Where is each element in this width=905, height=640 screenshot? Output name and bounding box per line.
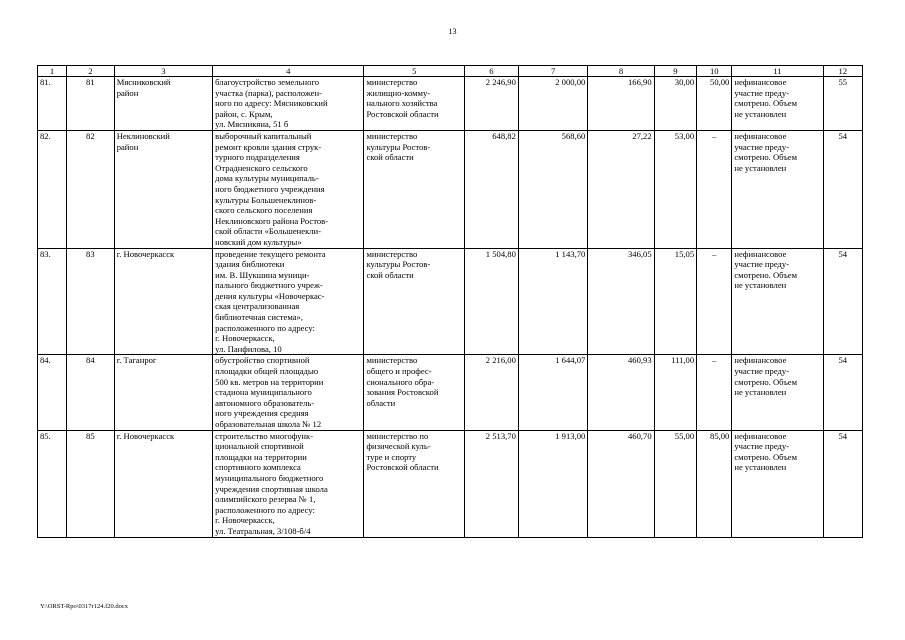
amount-col9-cell: 111,00 xyxy=(654,355,696,430)
column-header-9: 9 xyxy=(654,66,696,77)
object-name-cell: строительство многофунк- циональной спортивной площадки на территории спортивного комплекса муниципального бюджетного учреждения спортивная школа олимпийского резерва № 1, расположенного по адресу: г. Новочеркасск, ул. Театральная, 3/108-б/4 xyxy=(213,430,364,537)
district-cell: г. Новочеркасск xyxy=(114,248,212,355)
row-index-cell: 85. xyxy=(38,430,67,537)
amount-col8-cell: 460,93 xyxy=(588,355,654,430)
object-name-cell: обустройство спортивной площадки общей площадью 500 кв. метров на территории стадиона муниципального автономного образователь- ного учреждения средняя образовательная школа № 12 xyxy=(213,355,364,430)
ministry-cell: министерство общего и профес- сионального обра- зования Ростовской области xyxy=(364,355,465,430)
table-row xyxy=(38,430,863,537)
score-cell: 54 xyxy=(823,248,862,355)
file-path-footer: Y:\ORST-Rpo\0317r124.f20.docx xyxy=(40,603,128,610)
table-header-row xyxy=(38,66,863,77)
participation-note-cell: нефинансовое участие преду- смотрено. Объем не установлен xyxy=(732,248,823,355)
amount-col8-cell: 166,90 xyxy=(588,77,654,131)
amount-col7-cell: 1 143,70 xyxy=(518,248,587,355)
score-cell: 54 xyxy=(823,355,862,430)
row-number-cell: 83 xyxy=(67,248,115,355)
district-cell: г. Таганрог xyxy=(114,355,212,430)
object-name-cell: благоустройство земельного участка (парка), расположен- ного по адресу: Мясниковский район, с. Крым, ул. Мясникяна, 51 б xyxy=(213,77,364,131)
column-header-6: 6 xyxy=(464,66,518,77)
column-header-1: 1 xyxy=(38,66,67,77)
table-row xyxy=(38,130,863,248)
column-header-12: 12 xyxy=(823,66,862,77)
amount-col9-cell: 30,00 xyxy=(654,77,696,131)
amount-col9-cell: 53,00 xyxy=(654,130,696,248)
row-number-cell: 84 xyxy=(67,355,115,430)
ministry-cell: министерство жилищно-комму- нального хозяйства Ростовской области xyxy=(364,77,465,131)
total-amount-cell: 2 216,00 xyxy=(464,355,518,430)
row-index-cell: 81. xyxy=(38,77,67,131)
amount-col9-cell: 55,00 xyxy=(654,430,696,537)
district-cell: Мясниковский район xyxy=(114,77,212,131)
amount-col7-cell: 1 644,07 xyxy=(518,355,587,430)
total-amount-cell: 1 504,80 xyxy=(464,248,518,355)
object-name-cell: выборочный капитальный ремонт кровли здания струк- турного подразделения Отрадненского сельского дома культуры муниципаль- ного бюджетного учреждения культуры Большенеклинов- ского сельского поселения Неклиновского района Ростов- ской области «Большенекли- новский дом культуры» xyxy=(213,130,364,248)
table-row xyxy=(38,77,863,131)
ministry-cell: министерство культуры Ростов- ской области xyxy=(364,248,465,355)
table-row xyxy=(38,248,863,355)
score-cell: 54 xyxy=(823,130,862,248)
row-index-cell: 82. xyxy=(38,130,67,248)
amount-col10-cell: – xyxy=(697,130,732,248)
data-table xyxy=(37,65,863,538)
amount-col8-cell: 27,22 xyxy=(588,130,654,248)
participation-note-cell: нефинансовое участие преду- смотрено. Объем не установлен xyxy=(732,430,823,537)
column-header-5: 5 xyxy=(364,66,465,77)
district-cell: г. Новочеркасск xyxy=(114,430,212,537)
participation-note-cell: нефинансовое участие преду- смотрено. Объем не установлен xyxy=(732,130,823,248)
column-header-3: 3 xyxy=(114,66,212,77)
row-index-cell: 84. xyxy=(38,355,67,430)
amount-col8-cell: 346,05 xyxy=(588,248,654,355)
total-amount-cell: 648,82 xyxy=(464,130,518,248)
total-amount-cell: 2 513,70 xyxy=(464,430,518,537)
page-number: 13 xyxy=(448,27,457,36)
object-name-cell: проведение текущего ремонта здания библиотеки им. В. Шукшина муници- пального бюджетного учреж- дения культуры «Новочеркас- ская централизованная библиотечная система», расположенного по адресу: г. Новочеркасск, ул. Панфилова, 10 xyxy=(213,248,364,355)
amount-col7-cell: 1 913,00 xyxy=(518,430,587,537)
amount-col9-cell: 15,05 xyxy=(654,248,696,355)
column-header-7: 7 xyxy=(518,66,587,77)
score-cell: 54 xyxy=(823,430,862,537)
column-header-10: 10 xyxy=(697,66,732,77)
row-number-cell: 82 xyxy=(67,130,115,248)
amount-col10-cell: – xyxy=(697,248,732,355)
column-header-11: 11 xyxy=(732,66,823,77)
column-header-4: 4 xyxy=(213,66,364,77)
district-cell: Неклиновский район xyxy=(114,130,212,248)
amount-col10-cell: 85,00 xyxy=(697,430,732,537)
row-number-cell: 81 xyxy=(67,77,115,131)
ministry-cell: министерство по физической куль- туре и спорту Ростовской области xyxy=(364,430,465,537)
score-cell: 55 xyxy=(823,77,862,131)
participation-note-cell: нефинансовое участие преду- смотрено. Объем не установлен xyxy=(732,77,823,131)
amount-col10-cell: 50,00 xyxy=(697,77,732,131)
amount-col10-cell: – xyxy=(697,355,732,430)
amount-col7-cell: 568,60 xyxy=(518,130,587,248)
amount-col7-cell: 2 000,00 xyxy=(518,77,587,131)
participation-note-cell: нефинансовое участие преду- смотрено. Объем не установлен xyxy=(732,355,823,430)
table-row xyxy=(38,355,863,430)
total-amount-cell: 2 246,90 xyxy=(464,77,518,131)
row-number-cell: 85 xyxy=(67,430,115,537)
row-index-cell: 83. xyxy=(38,248,67,355)
column-header-2: 2 xyxy=(67,66,115,77)
amount-col8-cell: 460,70 xyxy=(588,430,654,537)
ministry-cell: министерство культуры Ростов- ской области xyxy=(364,130,465,248)
column-header-8: 8 xyxy=(588,66,654,77)
